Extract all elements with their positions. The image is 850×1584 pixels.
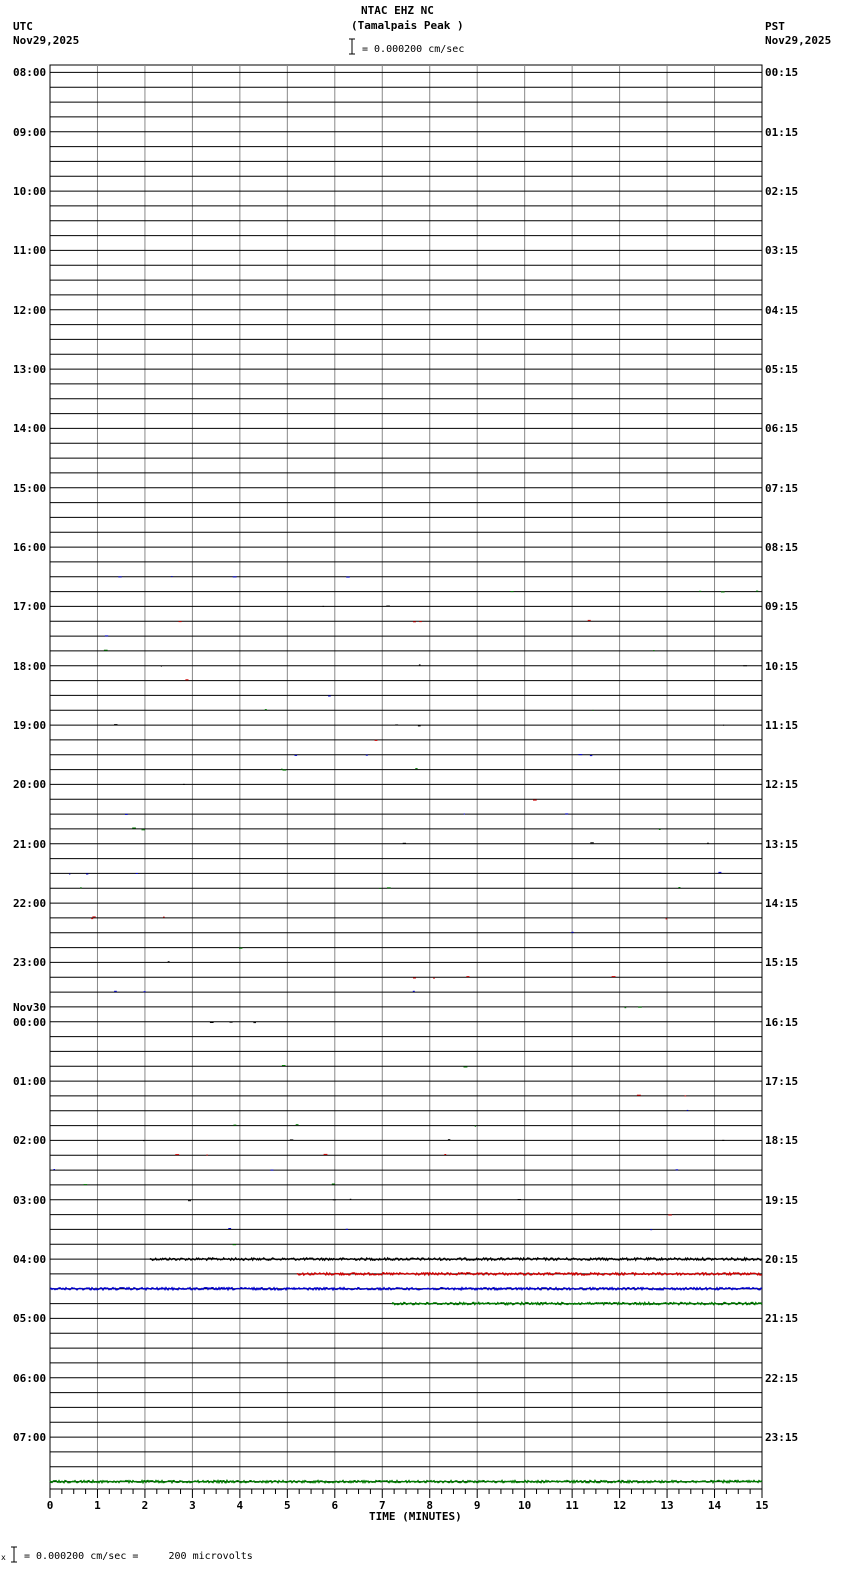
right-hour-label: 19:15 xyxy=(765,1193,799,1207)
event-speck xyxy=(91,918,93,919)
event-speck xyxy=(707,843,709,844)
x-tick-label: 2 xyxy=(141,1499,149,1512)
station-title: NTAC EHZ NC xyxy=(361,4,434,17)
event-speck xyxy=(86,874,88,875)
event-speck xyxy=(283,770,287,771)
event-speck xyxy=(444,1154,446,1155)
event-speck xyxy=(346,1229,348,1230)
event-speck xyxy=(136,873,138,874)
event-speck xyxy=(676,1169,679,1170)
right-hour-label: 13:15 xyxy=(765,837,799,851)
event-speck xyxy=(296,1124,299,1125)
event-speck xyxy=(612,976,616,977)
x-tick-label: 12 xyxy=(612,1499,627,1512)
event-speck xyxy=(265,709,267,710)
event-speck xyxy=(346,577,350,578)
right-hour-label: 02:15 xyxy=(765,185,799,199)
event-speck xyxy=(743,665,747,666)
right-hour-label: 01:15 xyxy=(765,125,799,139)
event-speck xyxy=(234,1125,237,1126)
left-timezone: UTC xyxy=(13,20,33,33)
event-speck xyxy=(92,916,95,917)
right-hour-label: 07:15 xyxy=(765,481,799,495)
event-speck xyxy=(350,1199,352,1200)
left-hour-label: 10:00 xyxy=(13,185,47,199)
event-speck xyxy=(323,606,325,607)
event-speck xyxy=(379,888,381,889)
right-hour-label: 21:15 xyxy=(765,1312,799,1326)
event-speck xyxy=(171,576,172,577)
event-speck xyxy=(419,621,422,622)
left-hour-label: 13:00 xyxy=(13,363,47,377)
event-speck xyxy=(125,814,128,815)
seismic-events xyxy=(54,576,759,1245)
event-speck xyxy=(464,814,465,815)
event-speck xyxy=(625,1007,627,1008)
event-speck xyxy=(590,842,594,843)
event-speck xyxy=(179,621,182,622)
right-hour-label: 03:15 xyxy=(765,244,799,258)
left-hour-label: 20:00 xyxy=(13,778,47,792)
event-speck xyxy=(533,800,537,801)
left-hour-label: 04:00 xyxy=(13,1253,47,1267)
left-hour-label: 09:00 xyxy=(13,125,47,139)
trace-rows xyxy=(50,72,762,1482)
event-speck xyxy=(678,887,680,888)
left-hour-label: 02:00 xyxy=(13,1134,47,1148)
event-speck xyxy=(230,1022,233,1023)
left-hour-label: 21:00 xyxy=(13,837,47,851)
event-speck xyxy=(118,576,121,577)
event-speck xyxy=(366,755,368,756)
event-speck xyxy=(756,591,758,592)
left-hour-label: 16:00 xyxy=(13,541,47,555)
right-hour-label: 09:15 xyxy=(765,600,799,614)
event-speck xyxy=(271,1170,274,1171)
event-speck xyxy=(332,1184,335,1185)
event-speck xyxy=(413,978,416,979)
event-speck xyxy=(418,725,421,726)
active-trace xyxy=(150,1258,762,1260)
footer-scale-icon xyxy=(0,1545,22,1565)
right-hour-label: 06:15 xyxy=(765,422,799,436)
right-hour-label: 23:15 xyxy=(765,1431,799,1445)
x-tick-label: 11 xyxy=(565,1499,579,1512)
left-hour-label: 07:00 xyxy=(13,1431,47,1445)
event-speck xyxy=(143,1140,144,1141)
event-speck xyxy=(419,664,421,665)
left-hour-label: 18:00 xyxy=(13,659,47,673)
left-date: Nov29,2025 xyxy=(13,34,80,47)
event-speck xyxy=(54,1169,56,1170)
left-hour-label: 14:00 xyxy=(13,422,47,436)
event-speck xyxy=(413,991,415,992)
event-speck xyxy=(448,1139,450,1140)
x-tick-label: 1 xyxy=(94,1499,101,1512)
event-speck xyxy=(282,1065,286,1066)
x-tick-label: 6 xyxy=(331,1499,339,1512)
right-hour-label: 18:15 xyxy=(765,1134,799,1148)
event-speck xyxy=(105,635,108,636)
right-hour-label: 14:15 xyxy=(765,897,799,911)
event-speck xyxy=(104,650,108,651)
left-hour-label: 17:00 xyxy=(13,600,47,614)
left-date-label: Nov30 xyxy=(13,1000,47,1014)
event-speck xyxy=(142,829,146,830)
x-tick-label: 8 xyxy=(426,1499,434,1512)
right-hour-label: 12:15 xyxy=(765,778,799,792)
event-speck xyxy=(375,740,378,741)
event-speck xyxy=(699,591,701,592)
left-hour-label: 05:00 xyxy=(13,1312,47,1326)
event-speck xyxy=(722,1140,724,1141)
event-speck xyxy=(290,1139,293,1140)
event-speck xyxy=(659,829,661,830)
scale-bar-icon xyxy=(348,38,356,56)
event-speck xyxy=(475,1126,476,1127)
left-hour-label: 01:00 xyxy=(13,1075,47,1089)
left-hour-label: 12:00 xyxy=(13,303,47,317)
right-hour-label: 17:15 xyxy=(765,1075,799,1089)
left-hour-label: 08:00 xyxy=(13,66,47,80)
right-hour-label: 20:15 xyxy=(765,1253,799,1267)
event-speck xyxy=(144,991,146,992)
event-speck xyxy=(415,768,417,769)
right-hour-label: 10:15 xyxy=(765,659,799,673)
event-speck xyxy=(114,991,117,992)
event-speck xyxy=(69,874,70,875)
vertical-grid xyxy=(97,65,714,1489)
x-tick-label: 0 xyxy=(46,1499,54,1512)
event-speck xyxy=(233,1244,237,1245)
event-speck xyxy=(185,679,188,680)
x-tick-label: 9 xyxy=(473,1499,481,1512)
svg-text:x: x xyxy=(1,1553,6,1562)
right-hour-label: 16:15 xyxy=(765,1015,799,1029)
event-speck xyxy=(565,813,568,814)
event-speck xyxy=(685,1096,687,1097)
event-speck xyxy=(161,666,162,667)
event-speck xyxy=(228,1228,231,1229)
event-speck xyxy=(578,754,582,755)
left-hour-label: 11:00 xyxy=(13,244,47,258)
event-speck xyxy=(168,961,170,962)
right-hour-label: 04:15 xyxy=(765,303,799,317)
active-trace xyxy=(297,1273,762,1275)
event-speck xyxy=(433,978,435,979)
station-location: (Tamalpais Peak ) xyxy=(351,19,464,32)
left-hour-label: 22:00 xyxy=(13,897,47,911)
event-speck xyxy=(281,769,283,770)
event-speck xyxy=(721,592,725,593)
event-speck xyxy=(324,1154,328,1155)
event-speck xyxy=(386,606,390,607)
event-speck xyxy=(114,724,117,725)
event-speck xyxy=(328,696,331,697)
x-tick-label: 4 xyxy=(236,1499,244,1512)
left-hour-label: 23:00 xyxy=(13,956,47,970)
x-tick-label: 14 xyxy=(707,1499,722,1512)
event-speck xyxy=(571,932,573,933)
active-trace xyxy=(50,1481,762,1483)
event-speck xyxy=(84,1184,88,1185)
event-speck xyxy=(668,1215,672,1216)
event-speck xyxy=(80,887,82,888)
event-speck xyxy=(233,576,237,577)
left-hour-label: 06:00 xyxy=(13,1371,47,1385)
event-speck xyxy=(464,1067,468,1068)
left-hour-label: 00:00 xyxy=(13,1015,47,1029)
right-hour-label: 05:15 xyxy=(765,363,799,377)
x-tick-label: 7 xyxy=(378,1499,386,1512)
event-speck xyxy=(387,887,391,888)
event-speck xyxy=(466,976,469,977)
event-speck xyxy=(518,1199,521,1200)
event-speck xyxy=(253,1022,256,1023)
event-speck xyxy=(718,872,721,873)
x-tick-label: 3 xyxy=(189,1499,196,1512)
event-speck xyxy=(333,1199,336,1200)
left-hour-label: 15:00 xyxy=(13,481,47,495)
event-speck xyxy=(723,725,724,726)
event-speck xyxy=(183,784,185,785)
right-date: Nov29,2025 xyxy=(765,34,832,47)
right-timezone: PST xyxy=(765,20,785,33)
event-speck xyxy=(650,1229,652,1230)
footer-scale-note: = 0.000200 cm/sec = 200 microvolts xyxy=(24,1551,253,1562)
event-speck xyxy=(511,591,514,592)
active-trace xyxy=(392,1303,762,1305)
active-trace xyxy=(50,1288,762,1290)
event-speck xyxy=(687,1110,688,1111)
event-speck xyxy=(593,710,594,711)
event-speck xyxy=(210,1022,214,1023)
event-speck xyxy=(590,755,592,756)
x-axis xyxy=(47,1489,769,1512)
event-speck xyxy=(413,621,416,622)
left-hour-label: 19:00 xyxy=(13,719,47,733)
event-speck xyxy=(163,917,165,918)
x-tick-label: 5 xyxy=(284,1499,291,1512)
event-speck xyxy=(637,1095,641,1096)
right-hour-label: 22:15 xyxy=(765,1371,799,1385)
x-tick-label: 13 xyxy=(660,1499,674,1512)
event-speck xyxy=(206,1155,207,1156)
event-speck xyxy=(588,620,591,621)
event-speck xyxy=(638,1007,642,1008)
event-speck xyxy=(239,948,242,949)
event-speck xyxy=(132,828,136,829)
event-speck xyxy=(395,724,398,725)
scale-label: = 0.000200 cm/sec xyxy=(362,44,465,55)
x-tick-label: 15 xyxy=(755,1499,769,1512)
right-hour-label: 00:15 xyxy=(765,66,799,80)
right-hour-label: 08:15 xyxy=(765,541,799,555)
event-speck xyxy=(653,650,655,651)
left-hour-label: 03:00 xyxy=(13,1193,47,1207)
event-speck xyxy=(188,1200,191,1201)
event-speck xyxy=(295,755,298,756)
event-speck xyxy=(403,843,406,844)
plot-frame xyxy=(50,65,762,1489)
x-axis-title: TIME (MINUTES) xyxy=(369,1510,462,1523)
event-speck xyxy=(666,918,668,919)
right-hour-label: 11:15 xyxy=(765,719,799,733)
event-speck xyxy=(175,1154,179,1155)
right-hour-label: 15:15 xyxy=(765,956,799,970)
x-tick-label: 10 xyxy=(518,1499,532,1512)
